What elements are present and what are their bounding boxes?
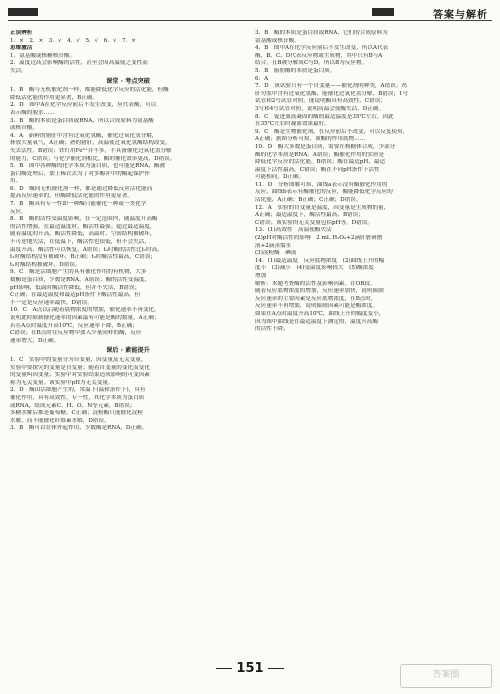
answer-line: 的能力，C错误；与化学催化剂相比，酶的催化效率更高，D错误。 — [10, 155, 176, 162]
answer-line: 水解，而不能催化纤维素水解，D错误。 — [10, 417, 110, 424]
answer-line: 提高反应速率的，但酶降低活化能的作用更显著。 — [10, 193, 134, 200]
answer-line: A正确；最适温度下，酶活性最高，B错误； — [255, 212, 364, 219]
answer-line: 12．A 实验的自变量是温度，因变量是生成物的量， — [255, 204, 390, 211]
answer-line: 11．D 分析图解可知，曲线a表示没有酶催化作用的 — [255, 181, 388, 188]
answer-line: 反应。 — [10, 208, 27, 215]
answer-line: 不一定是反应速率最快，D错误。 — [10, 299, 93, 306]
answer-line: 称为无关变量。该实验中pH为无关变量。 — [10, 379, 114, 386]
answer-line: 7．D 该试验只有一个自变量——催化剂的种类，A错误；鸡 — [255, 83, 407, 90]
answer-line: 10．C A点以后随着底物浓度的增加，催化速率不再变化， — [10, 307, 160, 314]
answer-line: 3号和4号试管对照，说明高温会使酶失活，D正确。 — [255, 105, 385, 112]
answer-line: 1．氨基酸或核糖核苷酸。 — [10, 52, 76, 59]
answer-line: 4．B 图中A在化学反应前后不发生改变，所以A代表 — [255, 45, 389, 52]
answer-line: 10．D 酶大多数是蛋白质，需要在核糖体合成，少部分 — [255, 143, 396, 150]
answer-line: 实验中要探究的变量是自变量；随着自变量的变化而变化 — [10, 364, 150, 371]
answer-line: A正确；据图分析可知，该酶的作用底物…… — [255, 136, 366, 143]
answer-line: C错误；在B点时往反应物中加入少量同样的酶，反应 — [10, 330, 142, 337]
answer-line: 在35℃左右时凝血效果最好。 — [255, 121, 330, 128]
watermark-logo: 答案圈 — [400, 664, 492, 688]
header-rule — [8, 20, 492, 21]
answer-line: 可能相同，D正确。 — [255, 174, 305, 181]
answer-line: 的变量叫因变量；实验中对实验结果造成影响的可变因素 — [10, 372, 150, 379]
answer-line: 温度下活性最高，C错误；酶在不同pH条件下活性 — [255, 166, 380, 173]
answer-line: 5．B 脂肪酶的本质是蛋白质。 — [255, 67, 336, 74]
answer-line: 14．(1)最适温度 反应底物浓度 (2)曲线上升的幅 — [255, 257, 385, 264]
answer-line: 1．× 2．× 3．√ 4．√ 5．√ 6．√ 7．× — [10, 37, 136, 44]
answer-line: 13．(1)高效性 高温使酶失活 — [255, 227, 332, 234]
answer-line: 反应，曲线b表示有酶催化的反应，酶能降低化学反应的 — [255, 189, 393, 196]
answer-line: 活化能，A正确；B正确；C正确；D错误。 — [255, 197, 362, 204]
answer-line: t₁时酶结构没有被破坏，B正确；t₂时酶活性最高，C错误； — [10, 254, 157, 261]
answer-line: (2)pH对酶活性的影响 2 mL H₂O₂+2滴肝脏研磨 — [255, 235, 383, 242]
answer-line: 6．A — [255, 75, 269, 82]
header-title: 答案与解析 — [433, 10, 488, 21]
answer-line: 反应速率不再增加，说明限制因素可能是酶浓度。 — [255, 303, 379, 310]
answer-line: 多糖水解后都是葡萄糖，C正确；淀粉酶只能催化淀粉 — [10, 410, 143, 417]
answer-line: 数酶是蛋白质，少数是RNA，A错误；酶的活性受温度、 — [10, 277, 151, 283]
answer-line: 降低活化能的作用更显著，B正确。 — [10, 94, 99, 101]
answer-line: 2．D 酶由活细胞产生的，常温下(温和条件下)，具有 — [10, 387, 146, 394]
subheading: 思维激活 — [10, 45, 33, 52]
answer-line: 2．D 图中A在化学反应前后不发生改变，应代表酶，可以 — [10, 102, 157, 109]
answer-line: 若在A点时温度升高10℃，反应速率下降，B正确； — [10, 322, 138, 329]
answer-line: 随着反应底物浓度的增加，反应速率加快，说明限制 — [255, 288, 384, 295]
answer-line: 降低化学反应的活化能，B错误；酶在最适pH、最适 — [255, 159, 386, 166]
answer-line: 8．B 酶的活性受温度影响，在一定范围内，随温度升高酶 — [10, 216, 158, 223]
section-heading: 课堂 · 考点突破 — [106, 77, 150, 85]
answer-line: C错误；该实验的无关变量包括pH等，D错误。 — [255, 219, 373, 226]
subheading: 正误辨析 — [10, 30, 33, 36]
answer-line: 液+2滴蒸馏水 — [255, 242, 292, 249]
answer-line: 解析：本题考查酶的活性及影响因素。在OB段， — [255, 280, 376, 287]
answer-line: 3．B 酶可以在体外起作用，少数酶是RNA，D正确。 — [10, 425, 148, 432]
answer-line: 用。 — [10, 178, 22, 185]
answer-line: 或RNA，组成元素C、H、O、N等元素。B错误； — [10, 402, 136, 409]
right-column — [255, 30, 489, 334]
answer-line: 度小 (3)减小 (4)受温度影响较大 (5)酶浓度 — [255, 265, 374, 272]
answer-line: 8．C 促进血液凝固的酶的最适温度是35℃左右，因此 — [255, 113, 394, 120]
answer-line: t₂时酶结构被破坏，D错误。 — [10, 261, 81, 268]
answer-line: 1．B 酶与无机催化剂一样，都能降低化学反应的活化能，但酶 — [10, 87, 169, 94]
answer-line: (3)淀粉酶 碘液 — [255, 250, 297, 257]
answer-line: 结合，且B被分解成C与D，所以B为反应物。 — [255, 60, 368, 67]
answer-line: pH影响，低温时酶活性降低，但并不失活，B错误； — [10, 284, 141, 291]
answer-line: 7．B 酶具有专一性即一种酶只能催化一种或一类化学 — [10, 201, 147, 208]
answer-line: 9．C 酶是活细胞产生的具有催化作用的有机物，大多 — [10, 269, 147, 276]
answer-line: 酶的化学本质是RNA，A错误；酶催化作用的实质是 — [255, 151, 385, 158]
answer-line: 氨基酸或核苷酸。 — [255, 37, 300, 44]
answer-line: 3．B 酶的本质是蛋白质或RNA，所以合成原料为氨基酸 — [10, 117, 154, 124]
header-bar-left — [8, 8, 38, 16]
answer-line: 失活。 — [10, 67, 27, 74]
answer-line: 释放大量氧气，A正确；熟的猪肝，高温使过氧化氢酶结构改变， — [10, 140, 171, 147]
answer-line: 速率增大，D正确。 — [10, 337, 60, 344]
answer-line: 肝匀浆中含有过氧化氢酶，能催化过氧化氢分解，B错误；1号 — [255, 90, 409, 97]
answer-line: 的活性增强，在最适温度时，酶活性最强；超过最适温度， — [10, 223, 156, 230]
section-heading: 课后 · 素能提升 — [106, 347, 150, 355]
answer-line: 6．D 酶同无机催化剂一样，都是通过降低反应活化能而 — [10, 185, 153, 192]
answer-line: 说明此时限制催化速率的因素最有可能是酶的数量，A正确； — [10, 314, 160, 321]
answer-line: C正确；在最适温度和最适pH条件下酶活性最高，但 — [10, 292, 141, 299]
answer-line: 9．C 酶是生物催化剂，在反应前后不改变，可以反复使用， — [255, 128, 409, 135]
answer-line: 催化作用，具有高效性、专一性，其化学本质为蛋白质 — [10, 394, 145, 401]
left-column — [10, 30, 246, 433]
answer-line: 蛋白酶处理后，加上稀衣去为了对多酶并中的酶起保护作 — [10, 170, 150, 177]
answer-line: 4．A 新鲜的猪肝中含有过氧化氢酶，催化过氧化氢分解， — [10, 132, 158, 139]
answer-line: 因为图中曲线是在最适温度下测定的，温度升高酶 — [255, 318, 379, 325]
answer-line: 表示酶的脱水…… — [10, 109, 55, 116]
answer-line: 3．B 酶的本质是蛋白质或RNA，它们的合成原料为 — [255, 30, 388, 36]
answer-line: 反应速率的主要因素是反应底物浓度，在B点时， — [255, 295, 377, 302]
answer-line: 增加 — [255, 273, 267, 279]
answer-line: 酶，B、C、D代表反应物或生成物，其中只有B与A — [255, 52, 383, 59]
page-number: 151 — [0, 661, 500, 676]
header-bar-right — [372, 8, 394, 16]
answer-line: 的活性下降。 — [255, 326, 289, 333]
answer-line: 如果在A点时温度升高10℃，曲线上升的幅度变小， — [255, 310, 385, 317]
answer-line: 或核苷酸。 — [10, 125, 38, 132]
answer-line: 5．B 图中各种酶的化学本质为蛋白质，也可能是RNA，酶被 — [10, 163, 166, 170]
answer-line: 1．C 实验中的变量分为自变量、因变量及无关变量。 — [10, 356, 147, 363]
answer-line: 不可逆地失活，在低温下，酶活性也很低，但不会失活， — [10, 239, 150, 246]
answer-line: 试管和2号试管对照，能说明酶具有高效性，C错误； — [255, 98, 386, 105]
answer-line: 2．温度过高会影响酶的活性，甚至会因高温使之变性而 — [10, 60, 148, 67]
answer-line: 温度升高，酶活性可以恢复，A错误；t₂时酶的活性比t₁时高， — [10, 246, 163, 253]
answer-line: 失去活性，B错误；铁钉用Fe³⁺并不多，不具备催化过氧化氢分解 — [10, 147, 172, 154]
answer-line: 随着温度的升高，酶活性降低，高温时，空间结构被破坏， — [10, 231, 156, 238]
